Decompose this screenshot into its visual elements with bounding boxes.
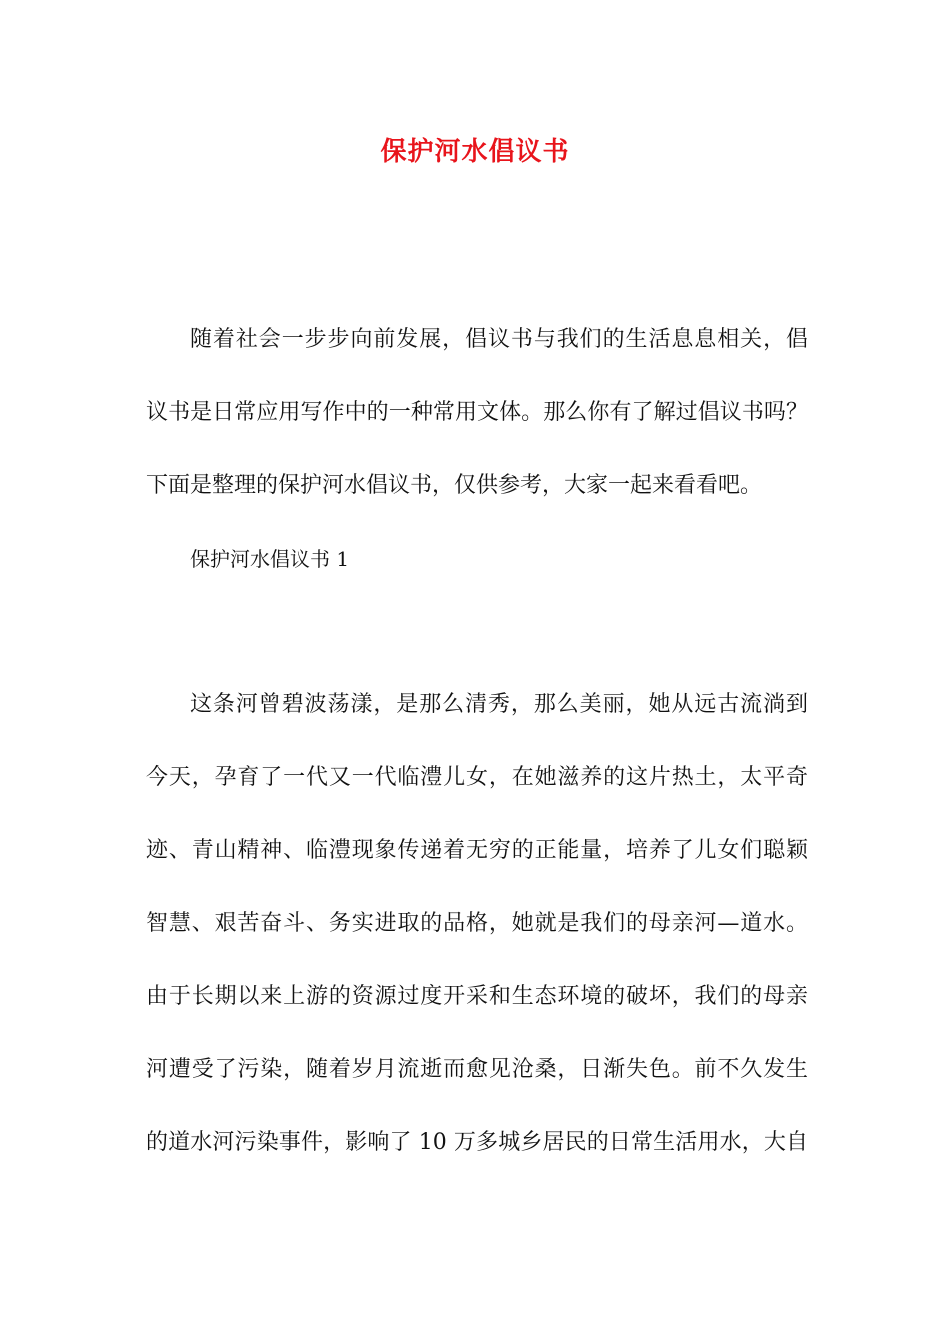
paragraph-spacer bbox=[146, 610, 808, 683]
section-heading: 保护河水倡议书 1 bbox=[190, 547, 350, 571]
section-line-2: 今天，孕育了一代又一代临澧儿女，在她滋养的这片热土，太平奇 bbox=[146, 765, 808, 790]
section-line-4: 智慧、艰苦奋斗、务实进取的品格，她就是我们的母亲河—道水。 bbox=[146, 911, 808, 936]
document-body bbox=[146, 318, 808, 1194]
intro-line-2: 议书是日常应用写作中的一种常用文体。那么你有了解过倡议书吗？ bbox=[146, 400, 808, 425]
section-line-3: 迹、青山精神、临澧现象传递着无穷的正能量，培养了儿女们聪颖 bbox=[146, 838, 808, 863]
section-line-1: 这条河曾碧波荡漾，是那么清秀，那么美丽，她从远古流淌到 bbox=[190, 692, 808, 717]
intro-line-3: 下面是整理的保护河水倡议书，仅供参考，大家一起来看看吧。 bbox=[146, 473, 763, 498]
document-title: 保护河水倡议书 bbox=[380, 137, 570, 167]
intro-line-1: 随着社会一步步向前发展，倡议书与我们的生活息息相关，倡 bbox=[190, 327, 808, 352]
section-line-6: 河遭受了污染，随着岁月流逝而愈见沧桑，日渐失色。前不久发生 bbox=[146, 1057, 808, 1082]
section-line-7: 的道水河污染事件，影响了 10 万多城乡居民的日常生活用水，大自 bbox=[146, 1130, 808, 1155]
section-line-5: 由于长期以来上游的资源过度开采和生态环境的破坏，我们的母亲 bbox=[146, 984, 808, 1009]
